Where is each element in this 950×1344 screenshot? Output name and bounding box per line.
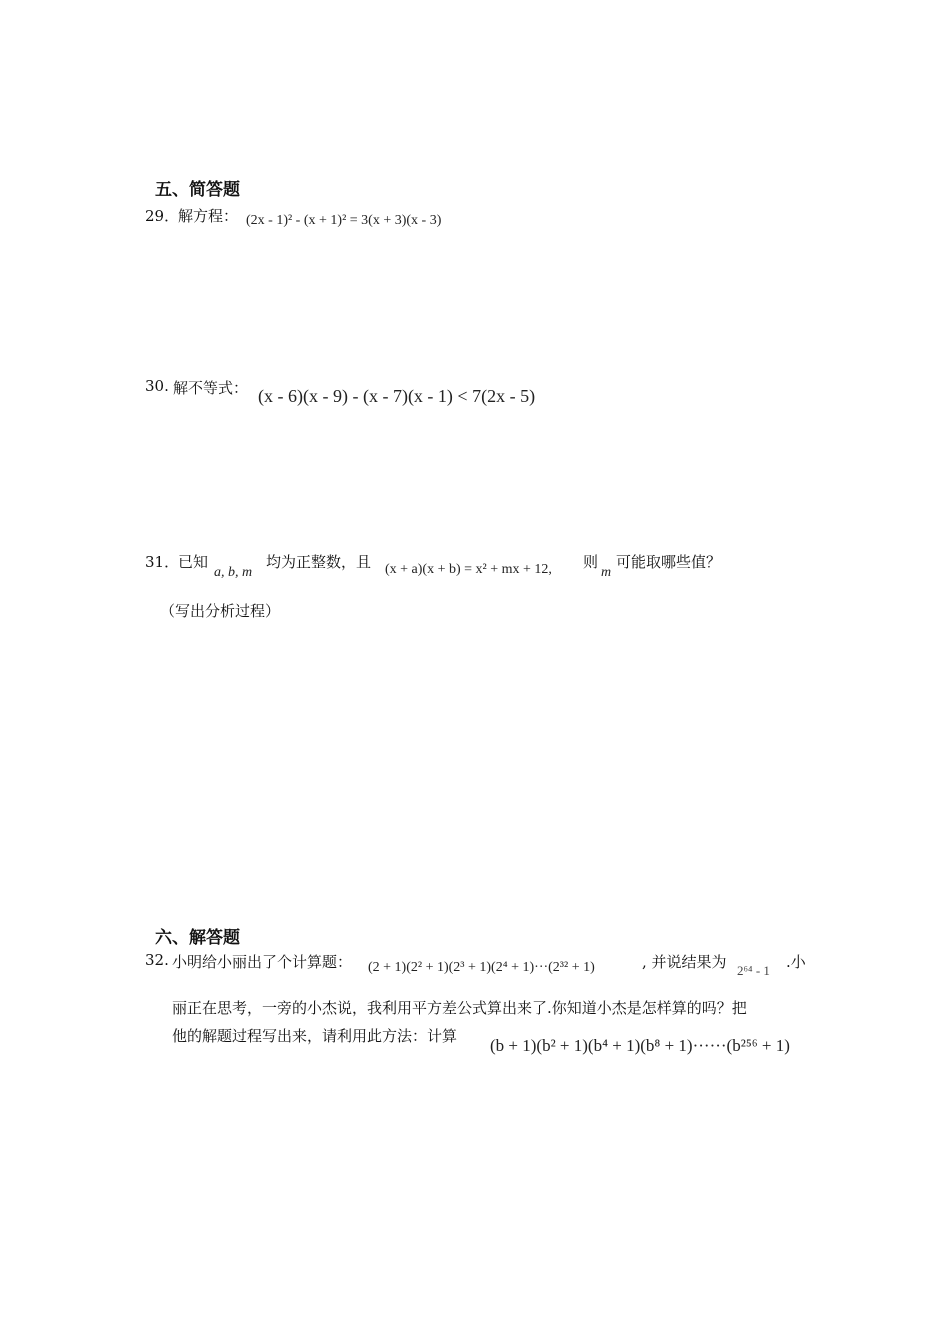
question-text: 已知 [178, 553, 209, 571]
section-heading-5: 五、简答题 [155, 180, 240, 200]
question-text: .小 [786, 953, 806, 971]
variable-m: m [601, 565, 612, 580]
question-note: （写出分析过程） [160, 602, 281, 620]
question-text-line2: 丽正在思考，一旁的小杰说，我利用平方差公式算出来了.你知道小杰是怎样算的吗？把 [172, 999, 747, 1017]
result-expression: 2⁶⁴ - 1 [737, 963, 770, 978]
question-text: 均为正整数，且 [266, 553, 372, 571]
equation: (x + a)(x + b) = x² + mx + 12, [385, 562, 552, 577]
question-text-line3: 他的解题过程写出来，请利用此方法：计算 [172, 1027, 458, 1045]
equation: (2x - 1)² - (x + 1)² = 3(x + 3)(x - 3) [246, 213, 442, 228]
question-number: 29． [145, 207, 180, 225]
question-text: 小明给小丽出了个计算题： [172, 953, 353, 971]
question-text: , 并说结果为 [642, 953, 727, 971]
question-number: 30. [145, 377, 169, 395]
question-label: 解不等式： [173, 379, 249, 397]
expression-2: (b + 1)(b² + 1)(b⁴ + 1)(b⁸ + 1)······(b²⁵⁶ + 1) [490, 1036, 790, 1055]
question-label: 解方程： [178, 207, 239, 225]
question-text: 则 [583, 553, 599, 571]
variables: a, b, m [214, 565, 253, 580]
section-heading-6: 六、解答题 [155, 928, 240, 948]
question-text: 可能取哪些值？ [616, 553, 722, 571]
question-number: 32. [145, 951, 169, 969]
question-number: 31． [145, 553, 180, 571]
expression-1: (2 + 1)(2² + 1)(2³ + 1)(2⁴ + 1)···(2³² + 1) [368, 960, 595, 975]
inequality: (x - 6)(x - 9) - (x - 7)(x - 1) < 7(2x - 5) [258, 386, 536, 406]
